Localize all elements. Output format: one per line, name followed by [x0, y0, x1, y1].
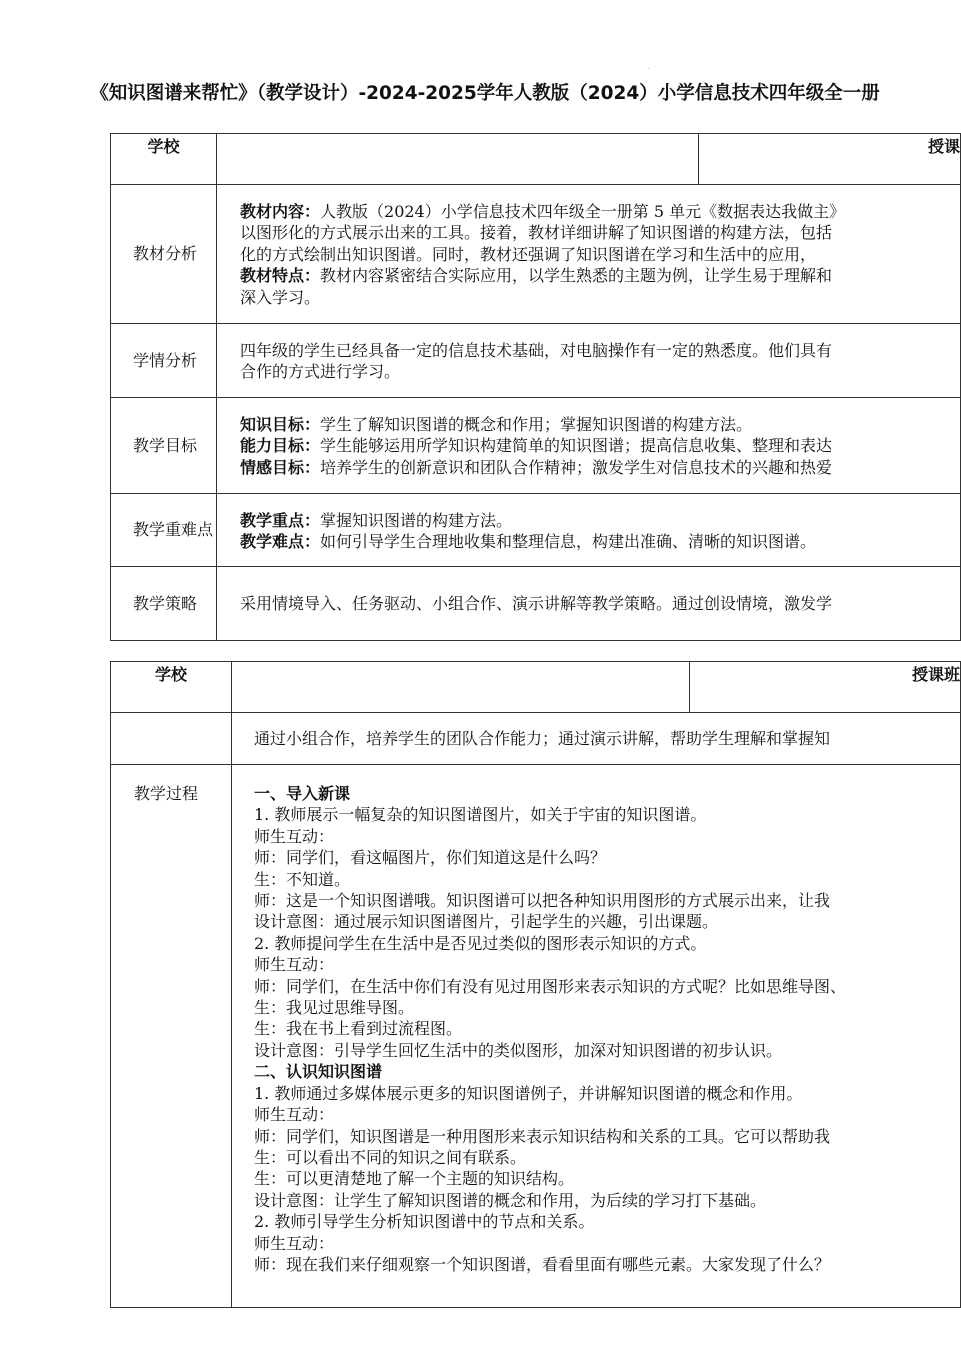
row-strategy — [111, 567, 961, 641]
section-heading: 一、导入新课 — [254, 784, 351, 803]
row-textbook-analysis — [111, 185, 961, 324]
row-content: 通过小组合作，培养学生的团队合作能力；通过演示讲解，帮助学生理解和掌握知 — [232, 713, 961, 765]
process-line: 1. 教师通过多媒体展示更多的知识图谱例子，并讲解知识图谱的概念和作用。 — [254, 1083, 803, 1103]
row-content: 教材内容：人教版（2024）小学信息技术四年级全一册第 5 单元《数据表达我做主》 以图形化的方式展示出来的工具。接着，教材详细讲解了知识图谱的构建方法，包括 化的方式绘制出知识图谱。同时，教材还强调了知识图谱在学习和生活中的应用， 教材特点：教材内容紧密结合实际应用，以学生熟悉的主题为例，让学生易于理解和 深入学习。 — [217, 185, 961, 324]
row-key-points — [111, 494, 961, 567]
document-title: 《知识图谱来帮忙》（教学设计）-2024-2025学年人教版（2024）小学信息技术四年级全一册 — [90, 83, 880, 104]
school-value — [232, 662, 690, 713]
process-line: 设计意图：让学生了解知识图谱的概念和作用，为后续的学习打下基础。 — [254, 1190, 767, 1210]
lesson-plan-table-2 — [110, 661, 961, 1308]
process-line: 师生互动： — [254, 826, 335, 846]
process-line: 师：同学们，在生活中你们有没有见过用图形来表示知识的方式呢？比如思维导图、 — [254, 976, 847, 996]
school-label: 学校 — [111, 134, 217, 185]
process-line: 生：我见过思维导图。 — [254, 998, 415, 1018]
process-line: 生：不知道。 — [254, 869, 351, 889]
process-line: 生：我在书上看到过流程图。 — [254, 1019, 463, 1039]
row-teaching-process — [111, 765, 961, 1308]
process-line: 师：同学们，看这幅图片，你们知道这是什么吗？ — [254, 848, 607, 868]
process-line: 师：同学们，知识图谱是一种用图形来表示知识结构和关系的工具。它可以帮助我 — [254, 1126, 831, 1146]
process-line: 2. 教师引导学生分析知识图谱中的节点和关系。 — [254, 1212, 595, 1232]
process-line: 师生互动： — [254, 1105, 335, 1125]
process-line: 生：可以更清楚地了解一个主题的知识结构。 — [254, 1169, 575, 1189]
page-mark: · — [648, 66, 650, 73]
process-line: 1. 教师展示一幅复杂的知识图谱图片，如关于宇宙的知识图谱。 — [254, 805, 707, 825]
row-content: 教学重点：掌握知识图谱的构建方法。 教学难点：如何引导学生合理地收集和整理信息，构建出准确、清晰的知识图谱。 — [217, 494, 961, 567]
row-content: 采用情境导入、任务驱动、小组合作、演示讲解等教学策略。通过创设情境，激发学 — [217, 567, 961, 641]
process-line: 师：现在我们来仔细观察一个知识图谱，看看里面有哪些元素。大家发现了什么？ — [254, 1254, 831, 1274]
lesson-plan-table-1 — [110, 133, 961, 641]
row-label: 教学重难点 — [111, 494, 217, 567]
school-label: 学校 — [111, 662, 232, 713]
row-label: 学情分析 — [111, 324, 217, 398]
row-objectives — [111, 398, 961, 494]
row-label: 教学策略 — [111, 567, 217, 641]
header-row — [111, 134, 961, 185]
process-line: 设计意图：引导学生回忆生活中的类似图形，加深对知识图谱的初步认识。 — [254, 1040, 783, 1060]
process-line: 师：这是一个知识图谱哦。知识图谱可以把各种知识用图形的方式展示出来，让我 — [254, 891, 831, 911]
row-content: 知识目标：学生了解知识图谱的概念和作用；掌握知识图谱的构建方法。 能力目标：学生能够运用所学知识构建简单的知识图谱；提高信息收集、整理和表达 情感目标：培养学生的创新意识和团队合作精神；激发学生对信息技术的兴趣和热爱 — [217, 398, 961, 494]
row-label: 教学过程 — [111, 765, 232, 1308]
row-label: 教学目标 — [111, 398, 217, 494]
class-label: 授课班 — [690, 662, 961, 713]
row-label-empty — [111, 713, 232, 765]
row-student-analysis — [111, 324, 961, 398]
process-line: 师生互动： — [254, 1233, 335, 1253]
process-content — [232, 765, 961, 1308]
class-label: 授课 — [699, 134, 961, 185]
school-value — [217, 134, 699, 185]
row-content: 四年级的学生已经具备一定的信息技术基础，对电脑操作有一定的熟悉度。他们具有 合作的方式进行学习。 — [217, 324, 961, 398]
process-line: 师生互动： — [254, 955, 335, 975]
process-line: 生：可以看出不同的知识之间有联系。 — [254, 1147, 527, 1167]
row-strategy-continued — [111, 713, 961, 765]
process-line: 2. 教师提问学生在生活中是否见过类似的图形表示知识的方式。 — [254, 933, 707, 953]
row-label: 教材分析 — [111, 185, 217, 324]
section-heading: 二、认识知识图谱 — [254, 1062, 383, 1082]
process-line: 设计意图：通过展示知识图谱图片，引起学生的兴趣，引出课题。 — [254, 912, 719, 932]
header-row — [111, 662, 961, 713]
